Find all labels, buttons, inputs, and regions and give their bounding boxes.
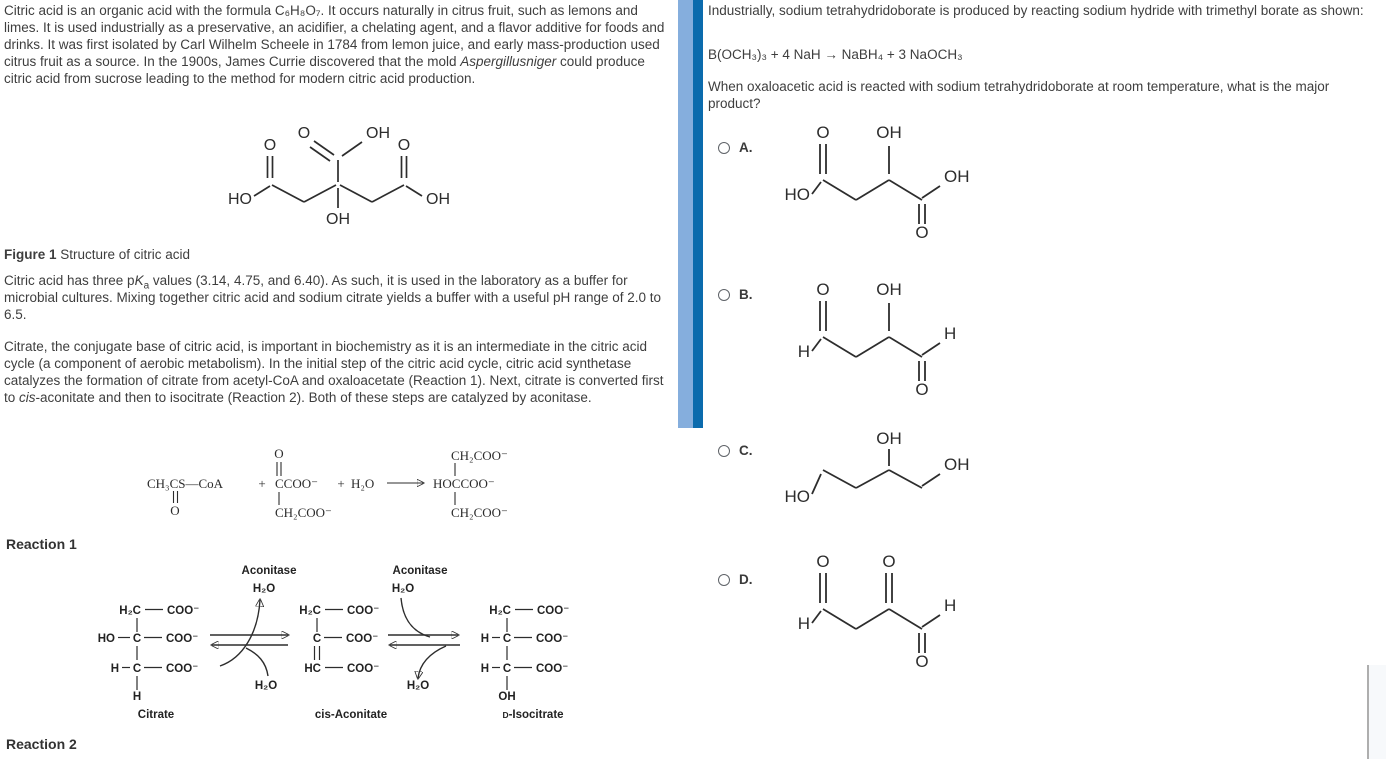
passage-paragraph-3 bbox=[4, 338, 670, 406]
atom: H bbox=[480, 663, 489, 675]
atom-o-left: O bbox=[263, 137, 277, 154]
atom-o-right: O bbox=[397, 137, 411, 154]
radio-option-b[interactable] bbox=[718, 289, 730, 301]
atom-o-top: O bbox=[297, 125, 311, 142]
atom-o-top: O bbox=[816, 280, 830, 299]
panel-edge-fill bbox=[1369, 665, 1386, 759]
atom: COO⁻ bbox=[346, 633, 379, 645]
atom-ho-left: HO bbox=[784, 185, 810, 204]
p3-text-a: Citrate, the conjugate base of citric acid, is important in biochemistry as it is an intermediate in the citric acid cycle (a component of aerobic metabolism). In the initial step of the citric acid cycle, citric acid synthetase catalyzes the formation of citrate from acetyl-CoA and oxaloacetate (Reaction 1). Next, citrate is converted first to bbox=[4, 339, 664, 405]
water-formula: H₂O bbox=[351, 476, 375, 491]
atom: OH bbox=[498, 691, 516, 703]
option-c-structure bbox=[768, 430, 968, 508]
reaction1-equation bbox=[145, 444, 525, 522]
atom: COO⁻ bbox=[166, 633, 199, 645]
equilibrium-arrows-1 bbox=[210, 600, 288, 676]
p1-italic-species: Aspergillusniger bbox=[460, 54, 557, 69]
passage-paragraph-1 bbox=[4, 2, 670, 87]
atom-oh-right: OH bbox=[944, 167, 970, 186]
option-a-structure bbox=[768, 124, 968, 242]
atom: COO⁻ bbox=[347, 663, 380, 675]
acetyl-carbonyl-o: O bbox=[170, 503, 180, 518]
cis-aconitate-structure bbox=[299, 605, 387, 721]
radio-option-a[interactable] bbox=[718, 142, 730, 154]
bonds bbox=[812, 573, 940, 653]
atom: COO⁻ bbox=[167, 605, 200, 617]
atom-o-top: O bbox=[816, 123, 830, 142]
atom-o-bottom: O bbox=[915, 223, 929, 242]
atom-o-bottom: O bbox=[915, 380, 929, 399]
atom-oh-right: OH bbox=[944, 455, 970, 474]
isocitrate-d-prefix: D bbox=[502, 710, 509, 720]
option-c-label: C. bbox=[739, 443, 753, 458]
oxaloacetate-o: O bbox=[274, 446, 284, 461]
figure1-caption-text: Structure of citric acid bbox=[56, 247, 191, 262]
bonds bbox=[812, 301, 940, 381]
atom-h-left: H bbox=[797, 614, 810, 633]
atom-oh-mid: OH bbox=[876, 280, 902, 299]
pane-divider-handle[interactable] bbox=[693, 0, 703, 428]
bonds bbox=[812, 449, 940, 494]
atom: C bbox=[312, 633, 322, 645]
atom-oh-mid: OH bbox=[876, 123, 902, 142]
option-d-label: D. bbox=[739, 572, 753, 587]
atom: COO⁻ bbox=[166, 663, 199, 675]
citrate-structure bbox=[98, 605, 200, 721]
pane-divider-track bbox=[678, 0, 693, 428]
figure1-caption bbox=[4, 246, 670, 263]
plus-sign: + bbox=[258, 476, 266, 491]
oxaloacetate-bottom: CH₂COO⁻ bbox=[275, 505, 332, 520]
reaction2-diagram bbox=[97, 558, 578, 726]
cis-aconitate-label: cis-Aconitate bbox=[314, 709, 388, 721]
p2-pka-sub: a bbox=[143, 280, 150, 292]
p1-text-b: could produce citric acid from sucrose leading to the method for modern citric acid production. bbox=[4, 54, 645, 86]
acetyl-coa-formula: CH₃CS—CoA bbox=[147, 476, 224, 491]
atom-oh-right: OH bbox=[426, 191, 450, 208]
atom: H bbox=[110, 663, 119, 675]
atom: H₂C bbox=[299, 605, 321, 617]
passage-paragraph-2 bbox=[4, 272, 670, 323]
p2-text-a: Citric acid has three p bbox=[4, 273, 135, 288]
atom-o-bottom: O bbox=[915, 652, 929, 671]
option-d-structure bbox=[768, 553, 968, 671]
atom-o-top-2: O bbox=[882, 552, 896, 571]
water-out-1: H₂O bbox=[252, 583, 276, 595]
atom-o-top-1: O bbox=[816, 552, 830, 571]
water-in-1: H₂O bbox=[254, 680, 278, 692]
atom-h-right: H bbox=[944, 324, 957, 343]
radio-option-c[interactable] bbox=[718, 445, 730, 457]
atom-oh-bottom: OH bbox=[326, 211, 350, 228]
atom-h-right: H bbox=[944, 596, 957, 615]
water-in-2: H₂O bbox=[391, 583, 415, 595]
atom: HC bbox=[304, 663, 321, 675]
atom-h-left: H bbox=[797, 342, 810, 361]
atom-oh-mid: OH bbox=[876, 429, 902, 448]
isocitrate-structure bbox=[481, 605, 570, 721]
option-b-structure bbox=[768, 281, 968, 399]
enzyme-label-2: Aconitase bbox=[392, 565, 448, 577]
option-b-label: B. bbox=[739, 287, 753, 302]
p3-italic-cis: cis bbox=[19, 390, 36, 405]
atom: C bbox=[132, 633, 142, 645]
p3-text-b: -aconitate and then to isocitrate (Reaction 2). Both of these steps are catalyzed by aconitase. bbox=[35, 390, 592, 405]
water-out-2: H₂O bbox=[406, 680, 430, 692]
reaction1-label: Reaction 1 bbox=[6, 536, 77, 552]
p1-text-a: Citric acid is an organic acid with the formula C₆H₈O₇. It occurs naturally in citrus fruit, such as lemons and limes. It is used industrially as a preservative, an acidifier, a chelating agent, and a flavor additive for foods and drinks. It was first isolated by Carl Wilhelm Scheele in 1784 from lemon juice, and early mass-production used citrus fruit as a source. In the 1900s, James Currie discovered that the mold bbox=[4, 3, 665, 69]
equilibrium-arrows-2 bbox=[388, 598, 460, 678]
enzyme-label-1: Aconitase bbox=[241, 565, 297, 577]
citrate-bottom-arm: CH₂COO⁻ bbox=[451, 505, 508, 520]
p2-pka-k: K bbox=[134, 273, 144, 288]
atom-ho-left: HO bbox=[228, 191, 252, 208]
atom: COO⁻ bbox=[347, 605, 380, 617]
figure1-caption-number: Figure 1 bbox=[4, 247, 57, 262]
citrate-label: Citrate bbox=[137, 709, 175, 721]
bonds bbox=[118, 610, 163, 691]
oxaloacetate-mid: CCOO⁻ bbox=[275, 476, 318, 491]
atom: C bbox=[502, 633, 512, 645]
bonds bbox=[812, 144, 940, 224]
radio-option-d[interactable] bbox=[718, 574, 730, 586]
citric-acid-structure bbox=[218, 120, 458, 238]
plus-sign-2: + bbox=[337, 476, 345, 491]
atom: C bbox=[502, 663, 512, 675]
reaction2-label: Reaction 2 bbox=[6, 736, 77, 752]
atom: HO bbox=[97, 633, 115, 645]
isocitrate-label bbox=[502, 709, 563, 721]
citrate-top-arm: CH₂COO⁻ bbox=[451, 448, 508, 463]
atom-ho-left: HO bbox=[784, 487, 810, 506]
atom: H bbox=[132, 691, 142, 703]
atom: H₂C bbox=[119, 605, 141, 617]
bonds bbox=[492, 610, 533, 691]
atom: C bbox=[132, 663, 142, 675]
atom: COO⁻ bbox=[537, 605, 570, 617]
atom-oh-top: OH bbox=[366, 125, 390, 142]
p2-text-b: values (3.14, 4.75, and 6.40). As such, it is used in the laboratory as a buffer for microbial cultures. Mixing together citric acid and sodium citrate yields a buffer with a useful pH range of 2.0 to 6.5. bbox=[4, 273, 662, 322]
atom: H bbox=[480, 633, 489, 645]
atom: COO⁻ bbox=[536, 663, 569, 675]
isocitrate-label-rest: -Isocitrate bbox=[508, 709, 564, 721]
citrate-center: HOCCOO⁻ bbox=[433, 476, 495, 491]
atom: COO⁻ bbox=[536, 633, 569, 645]
option-a-label: A. bbox=[739, 140, 753, 155]
borate-equation: B(OCH₃)₃ + 4 NaH → NaBH₄ + 3 NaOCH₃ bbox=[708, 47, 963, 62]
atom: H₂C bbox=[489, 605, 511, 617]
question-intro: Industrially, sodium tetrahydridoborate is produced by reacting sodium hydride with trimethyl borate as shown: bbox=[708, 3, 1364, 18]
question-stem: When oxaloacetic acid is reacted with sodium tetrahydridoborate at room temperature, what is the major product? bbox=[708, 79, 1330, 111]
